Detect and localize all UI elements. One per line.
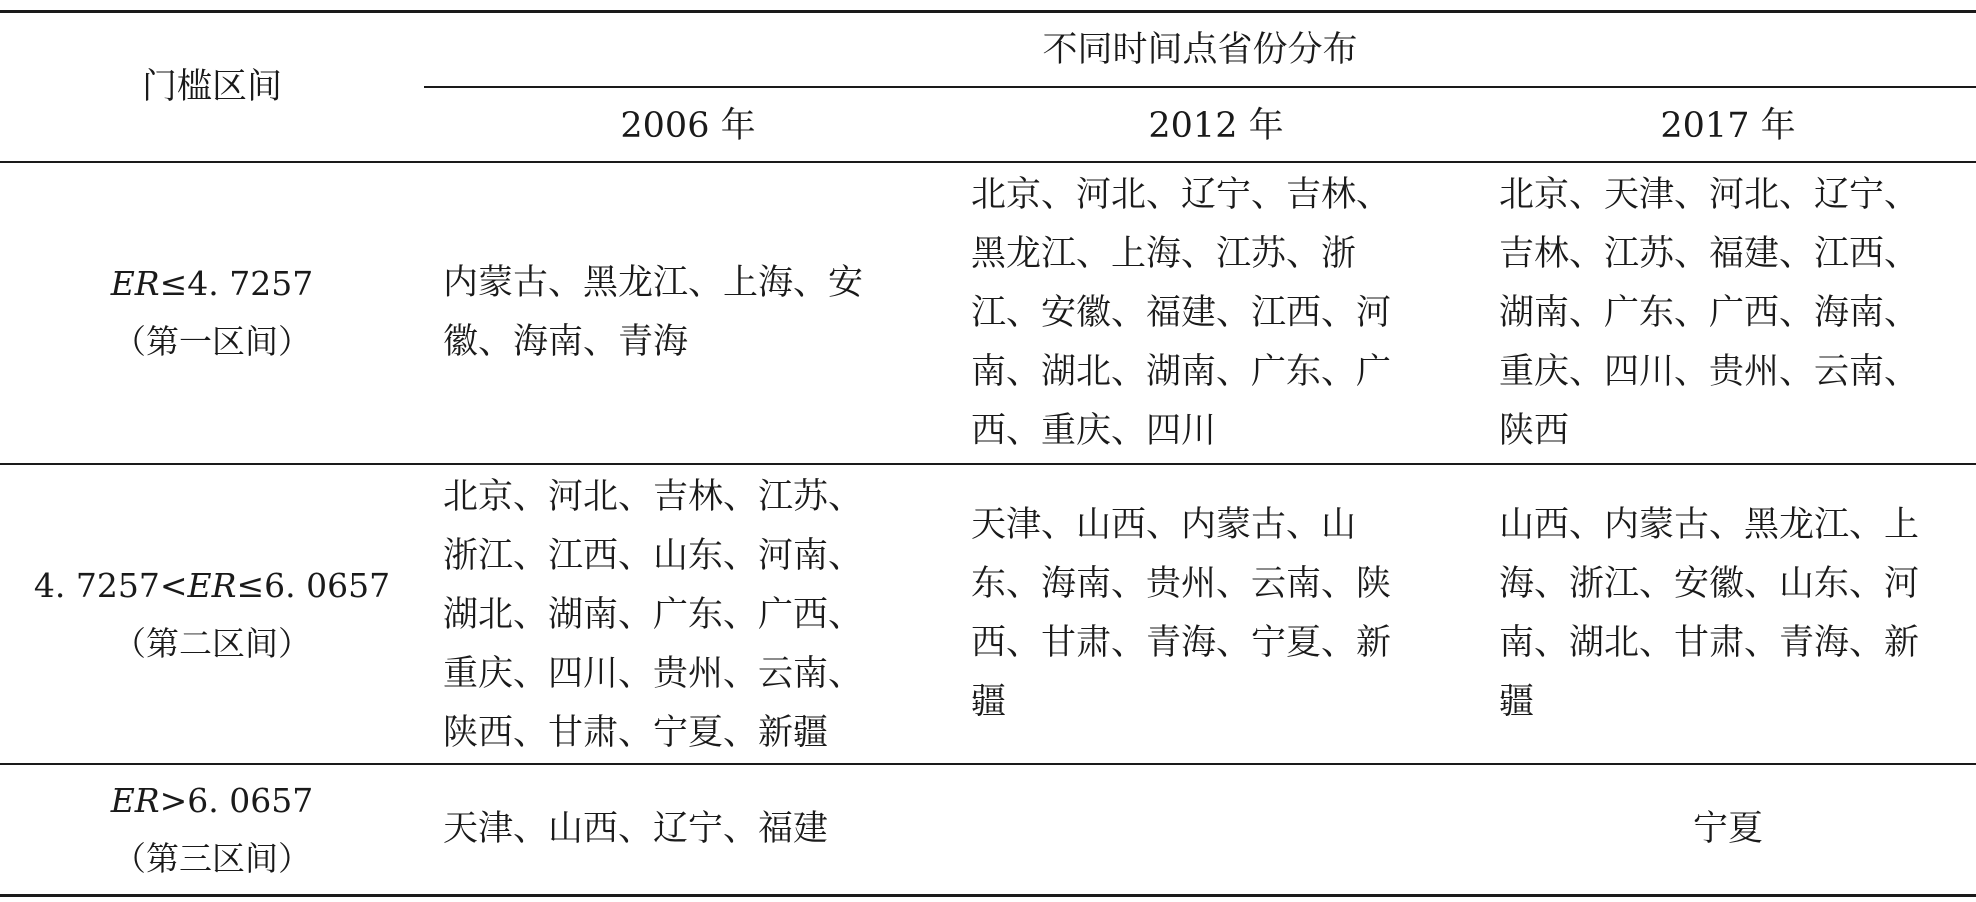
cell-row3-2006: 天津、山西、辽宁、福建 xyxy=(443,809,829,849)
header-year-2006: 2006 年 xyxy=(620,106,756,146)
er-symbol: ER xyxy=(110,781,160,820)
row-divider-1 xyxy=(0,463,1976,465)
header-interval: 门槛区间 xyxy=(141,67,282,107)
table-top-rule xyxy=(0,10,1976,13)
interval-prefix: 4. 7257< xyxy=(33,566,188,605)
interval-expression: ≤6. 0657 xyxy=(236,566,391,605)
cell-row2-2017: 山西、内蒙古、黑龙江、上 海、浙江、安徽、山东、河 南、湖北、甘肃、青海、新 疆 xyxy=(1499,505,1920,722)
interval-name: （第一区间） xyxy=(113,322,311,361)
interval-label-3 xyxy=(0,772,424,888)
interval-label-1 xyxy=(0,255,424,371)
header-bottom-rule xyxy=(0,161,1976,163)
cell-row1-2012: 北京、河北、辽宁、吉林、 黑龙江、上海、江苏、浙 江、安徽、福建、江西、河 南、湖北、湖南、广东、广 西、重庆、四川 xyxy=(971,175,1392,451)
cell-row3-2017: 宁夏 xyxy=(1692,809,1763,849)
interval-expression: ≤4. 7257 xyxy=(159,264,314,303)
interval-name: （第二区间） xyxy=(113,624,311,663)
er-symbol: ER xyxy=(187,566,237,605)
table-bottom-rule xyxy=(0,894,1976,897)
cell-row2-2012: 天津、山西、内蒙古、山 东、海南、贵州、云南、陕 西、甘肃、青海、宁夏、新 疆 xyxy=(971,505,1392,722)
interval-expression: >6. 0657 xyxy=(159,781,314,820)
header-year-2012: 2012 年 xyxy=(1148,106,1284,146)
row-divider-2 xyxy=(0,763,1976,765)
cell-row2-2006: 北京、河北、吉林、江苏、 浙江、江西、山东、河南、 湖北、湖南、广东、广西、 重庆、四川、贵州、云南、 陕西、甘肃、宁夏、新疆 xyxy=(443,477,864,753)
header-year-2017: 2017 年 xyxy=(1660,106,1796,146)
header-group-title: 不同时间点省份分布 xyxy=(1042,30,1358,70)
header-sub-rule xyxy=(424,86,1976,88)
interval-name: （第三区间） xyxy=(113,839,311,878)
cell-row1-2017: 北京、天津、河北、辽宁、 吉林、江苏、福建、江西、 湖南、广东、广西、海南、 重庆、四川、贵州、云南、 陕西 xyxy=(1499,175,1920,451)
er-symbol: ER xyxy=(110,264,160,303)
cell-row1-2006: 内蒙古、黑龙江、上海、安 徽、海南、青海 xyxy=(443,263,864,362)
interval-label-2 xyxy=(0,557,424,673)
